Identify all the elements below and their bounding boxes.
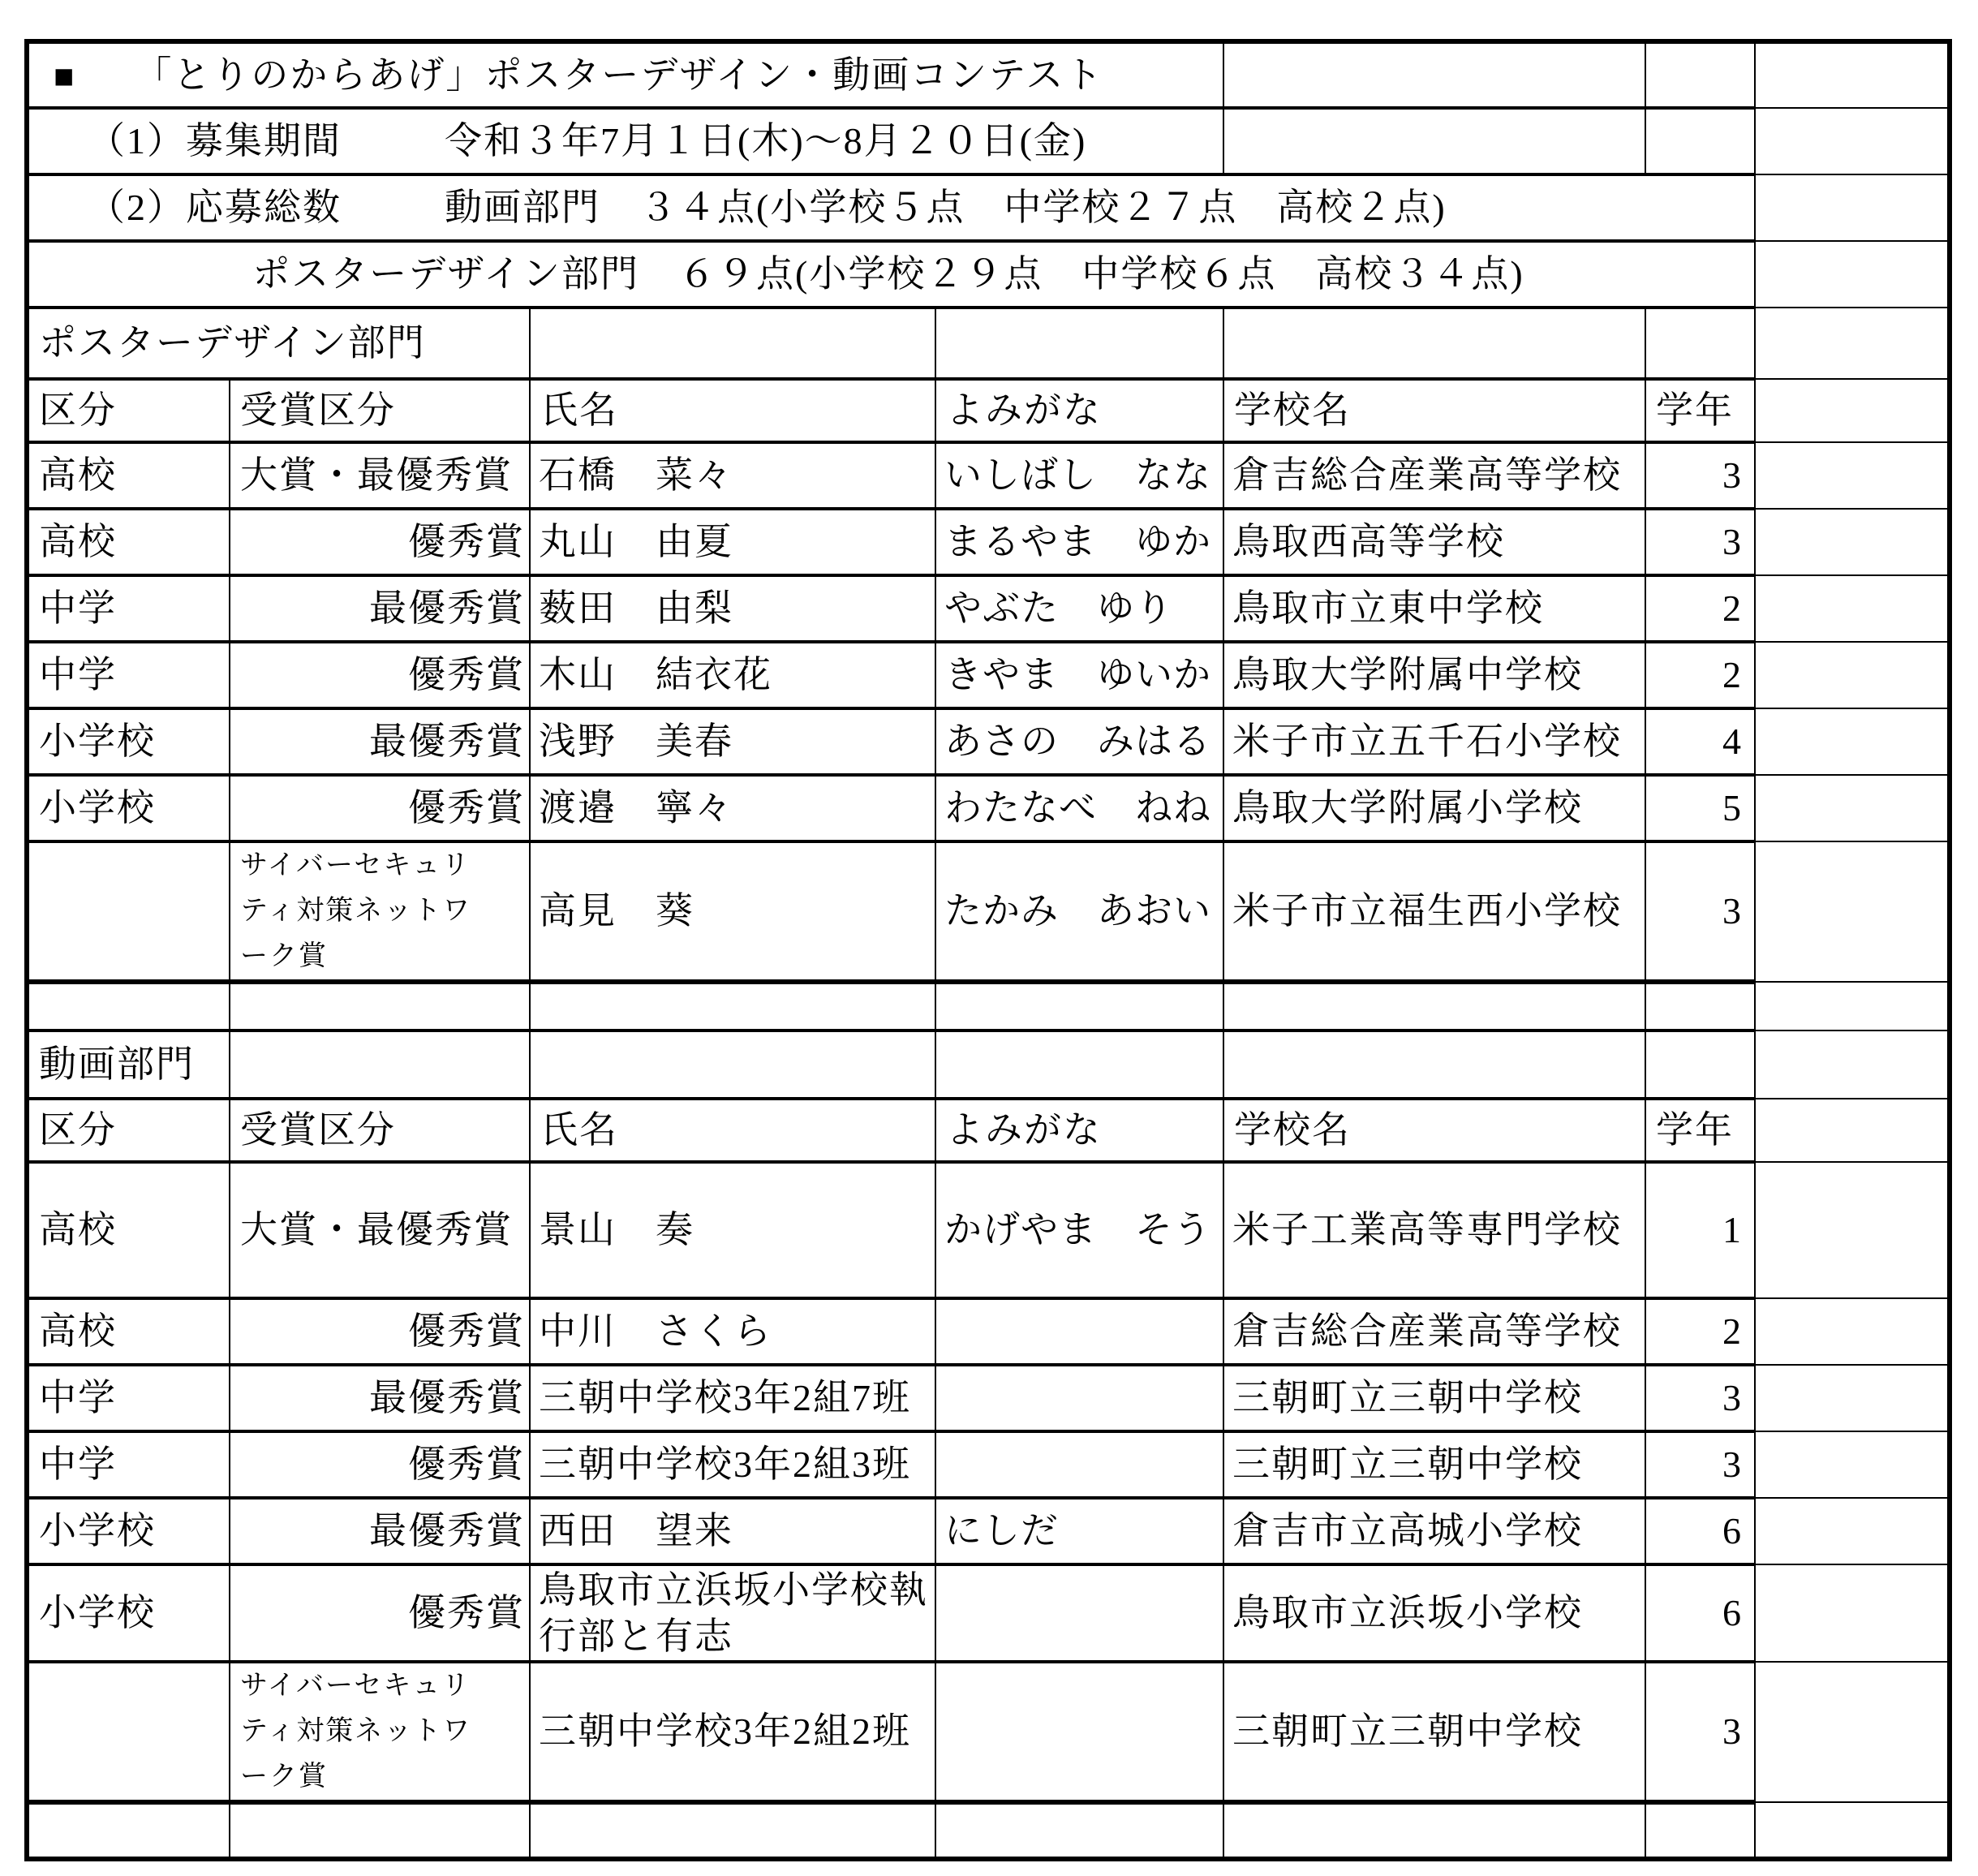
empty-cell [1755, 241, 1950, 308]
empty-cell [530, 308, 935, 379]
cell-school: 三朝町立三朝中学校 [1223, 1662, 1645, 1802]
cell-kubun [27, 841, 230, 982]
cell-grade: 4 [1645, 708, 1755, 775]
empty-cell [230, 1031, 530, 1099]
cell-name: 丸山 由夏 [530, 509, 935, 575]
table-row [27, 775, 1950, 841]
table-row [27, 241, 1950, 308]
cell-yomi: まるやま ゆか [935, 509, 1223, 575]
column-header-kubun: 区分 [27, 379, 230, 442]
cell-kubun: 高校 [27, 1298, 230, 1365]
empty-cell [530, 1802, 935, 1859]
cell-award: 優秀賞 [230, 1564, 530, 1662]
cell-name: 三朝中学校3年2組3班 [530, 1431, 935, 1498]
cell-kubun: 小学校 [27, 775, 230, 841]
cell-name: 三朝中学校3年2組2班 [530, 1662, 935, 1802]
bullet-square-icon: ■ [54, 58, 76, 96]
column-header-kubun: 区分 [27, 1099, 230, 1162]
cell-award: 優秀賞 [230, 1298, 530, 1365]
empty-cell [1223, 41, 1645, 108]
empty-cell [1755, 308, 1950, 379]
empty-cell [1755, 174, 1950, 241]
cell-yomi: いしばし なな [935, 442, 1223, 509]
cell-award: 最優秀賞 [230, 708, 530, 775]
cell-name: 浅野 美春 [530, 708, 935, 775]
cell-yomi: わたなべ ねね [935, 775, 1223, 841]
table-row [27, 982, 1950, 1031]
table-row [27, 1031, 1950, 1099]
cell-kubun: 高校 [27, 1162, 230, 1298]
empty-cell [1223, 1031, 1645, 1099]
cell-grade: 6 [1645, 1498, 1755, 1564]
document-title-cell [27, 41, 1223, 108]
total-entries-label: （2）応募総数 [88, 187, 342, 229]
cell-grade: 3 [1645, 841, 1755, 982]
empty-cell [530, 982, 935, 1031]
cell-award: サイバーセキュリティ対策ネットワーク賞 [230, 841, 530, 982]
empty-cell [935, 1031, 1223, 1099]
table-row [27, 1802, 1950, 1859]
total-entries-poster-cell: ポスターデザイン部門 ６９点(小学校２９点 中学校６点 高校３４点) [27, 241, 1755, 308]
cell-kubun: 高校 [27, 442, 230, 509]
empty-cell [935, 982, 1223, 1031]
table-row [27, 1498, 1950, 1564]
cell-school: 米子市立五千石小学校 [1223, 708, 1645, 775]
empty-cell [1645, 108, 1755, 174]
empty-cell [1755, 1099, 1950, 1162]
cell-school: 倉吉市立高城小学校 [1223, 1498, 1645, 1564]
recruit-period-value: 令和３年7月１日(木)～8月２０日(金) [445, 120, 1087, 162]
cell-award: 優秀賞 [230, 509, 530, 575]
cell-grade: 3 [1645, 442, 1755, 509]
table-row [27, 575, 1950, 642]
empty-cell [1223, 308, 1645, 379]
empty-cell [1755, 1162, 1950, 1298]
cell-kubun: 高校 [27, 509, 230, 575]
table-row [27, 442, 1950, 509]
table-row [27, 509, 1950, 575]
page-title: 「とりのからあげ」ポスターデザイン・動画コンテスト [134, 54, 1104, 96]
cell-school: 米子工業高等専門学校 [1223, 1162, 1645, 1298]
contest-results-table [24, 39, 1952, 1861]
table-row [27, 108, 1950, 174]
cell-grade: 2 [1645, 575, 1755, 642]
cell-award: 最優秀賞 [230, 1498, 530, 1564]
empty-cell [27, 1802, 230, 1859]
empty-cell [1755, 379, 1950, 442]
empty-cell [1755, 841, 1950, 982]
cell-kubun: 中学 [27, 575, 230, 642]
cell-yomi: きやま ゆいか [935, 642, 1223, 708]
table-row [27, 642, 1950, 708]
cell-grade: 2 [1645, 642, 1755, 708]
empty-cell [1755, 108, 1950, 174]
total-entries-video-value: 動画部門 ３４点(小学校５点 中学校２７点 高校２点) [445, 187, 1447, 229]
column-header-grade: 学年 [1645, 1099, 1755, 1162]
cell-yomi: たかみ あおい [935, 841, 1223, 982]
empty-cell [230, 982, 530, 1031]
cell-school: 倉吉総合産業高等学校 [1223, 1298, 1645, 1365]
table-row [27, 841, 1950, 982]
cell-award: 大賞・最優秀賞 [230, 442, 530, 509]
table-row [27, 308, 1950, 379]
cell-grade: 3 [1645, 509, 1755, 575]
empty-cell [1755, 1365, 1950, 1431]
recruit-period-cell [27, 108, 1223, 174]
total-entries-cell [27, 174, 1755, 241]
column-header-name: 氏名 [530, 1099, 935, 1162]
table-row [27, 1564, 1950, 1662]
cell-kubun: 中学 [27, 1431, 230, 1498]
column-header-award: 受賞区分 [230, 379, 530, 442]
section-heading-poster: ポスターデザイン部門 [27, 308, 530, 379]
empty-cell [1755, 1498, 1950, 1564]
cell-award: 優秀賞 [230, 775, 530, 841]
column-header-yomi: よみがな [935, 379, 1223, 442]
cell-yomi [935, 1298, 1223, 1365]
cell-school: 鳥取西高等学校 [1223, 509, 1645, 575]
column-header-yomi: よみがな [935, 1099, 1223, 1162]
cell-yomi: やぶた ゆり [935, 575, 1223, 642]
empty-cell [1755, 442, 1950, 509]
cell-yomi [935, 1662, 1223, 1802]
empty-cell [1755, 1431, 1950, 1498]
cell-kubun: 中学 [27, 1365, 230, 1431]
cell-name: 薮田 由梨 [530, 575, 935, 642]
empty-cell [935, 1802, 1223, 1859]
cell-grade: 3 [1645, 1431, 1755, 1498]
cell-grade: 1 [1645, 1162, 1755, 1298]
cell-school: 倉吉総合産業高等学校 [1223, 442, 1645, 509]
cell-kubun: 小学校 [27, 708, 230, 775]
empty-cell [1755, 509, 1950, 575]
empty-cell [530, 1031, 935, 1099]
cell-kubun [27, 1662, 230, 1802]
table-row [27, 1365, 1950, 1431]
cell-name: 高見 葵 [530, 841, 935, 982]
cell-grade: 2 [1645, 1298, 1755, 1365]
column-header-school: 学校名 [1223, 1099, 1645, 1162]
column-header-school: 学校名 [1223, 379, 1645, 442]
table-row [27, 708, 1950, 775]
empty-cell [1223, 108, 1645, 174]
empty-cell [230, 1802, 530, 1859]
cell-award: 最優秀賞 [230, 575, 530, 642]
empty-cell [1755, 41, 1950, 108]
column-header-name: 氏名 [530, 379, 935, 442]
cell-award: 大賞・最優秀賞 [230, 1162, 530, 1298]
cell-yomi [935, 1365, 1223, 1431]
cell-school: 鳥取大学附属小学校 [1223, 775, 1645, 841]
cell-yomi: かげやま そう [935, 1162, 1223, 1298]
cell-school: 三朝町立三朝中学校 [1223, 1365, 1645, 1431]
column-header-award: 受賞区分 [230, 1099, 530, 1162]
cell-name: 石橋 菜々 [530, 442, 935, 509]
cell-award: サイバーセキュリティ対策ネットワーク賞 [230, 1662, 530, 1802]
empty-cell [1755, 642, 1950, 708]
cell-award: 優秀賞 [230, 642, 530, 708]
cell-kubun: 中学 [27, 642, 230, 708]
table-row [27, 174, 1950, 241]
empty-cell [1755, 1298, 1950, 1365]
cell-award: 最優秀賞 [230, 1365, 530, 1431]
cell-yomi [935, 1431, 1223, 1498]
cell-school: 米子市立福生西小学校 [1223, 841, 1645, 982]
cell-school: 鳥取大学附属中学校 [1223, 642, 1645, 708]
empty-cell [1645, 1031, 1755, 1099]
cell-name: 鳥取市立浜坂小学校執行部と有志 [530, 1564, 935, 1662]
table-header-row [27, 379, 1950, 442]
section-heading-video: 動画部門 [27, 1031, 230, 1099]
cell-school: 鳥取市立浜坂小学校 [1223, 1564, 1645, 1662]
empty-cell [1755, 708, 1950, 775]
cell-yomi: あさの みはる [935, 708, 1223, 775]
recruit-period-label: （1）募集期間 [88, 120, 342, 162]
empty-cell [27, 982, 230, 1031]
cell-name: 景山 奏 [530, 1162, 935, 1298]
cell-grade: 6 [1645, 1564, 1755, 1662]
empty-cell [935, 308, 1223, 379]
cell-grade: 3 [1645, 1365, 1755, 1431]
table-row [27, 1431, 1950, 1498]
empty-cell [1755, 1802, 1950, 1859]
cell-yomi: にしだ [935, 1498, 1223, 1564]
table-row [27, 41, 1950, 108]
empty-cell [1645, 308, 1755, 379]
empty-cell [1755, 775, 1950, 841]
empty-cell [1755, 575, 1950, 642]
empty-cell [1223, 1802, 1645, 1859]
empty-cell [1645, 41, 1755, 108]
empty-cell [1223, 982, 1645, 1031]
cell-school: 鳥取市立東中学校 [1223, 575, 1645, 642]
column-header-grade: 学年 [1645, 379, 1755, 442]
cell-name: 三朝中学校3年2組7班 [530, 1365, 935, 1431]
cell-name: 西田 望来 [530, 1498, 935, 1564]
cell-kubun: 小学校 [27, 1564, 230, 1662]
cell-name: 中川 さくら [530, 1298, 935, 1365]
table-row [27, 1162, 1950, 1298]
cell-school: 三朝町立三朝中学校 [1223, 1431, 1645, 1498]
table-row [27, 1298, 1950, 1365]
empty-cell [1755, 1031, 1950, 1099]
cell-yomi [935, 1564, 1223, 1662]
cell-grade: 3 [1645, 1662, 1755, 1802]
empty-cell [1645, 982, 1755, 1031]
table-header-row [27, 1099, 1950, 1162]
cell-award: 優秀賞 [230, 1431, 530, 1498]
empty-cell [1645, 1802, 1755, 1859]
cell-kubun: 小学校 [27, 1498, 230, 1564]
empty-cell [1755, 1662, 1950, 1802]
cell-grade: 5 [1645, 775, 1755, 841]
cell-name: 渡邉 寧々 [530, 775, 935, 841]
cell-name: 木山 結衣花 [530, 642, 935, 708]
empty-cell [1755, 1564, 1950, 1662]
empty-cell [1755, 982, 1950, 1031]
table-row [27, 1662, 1950, 1802]
